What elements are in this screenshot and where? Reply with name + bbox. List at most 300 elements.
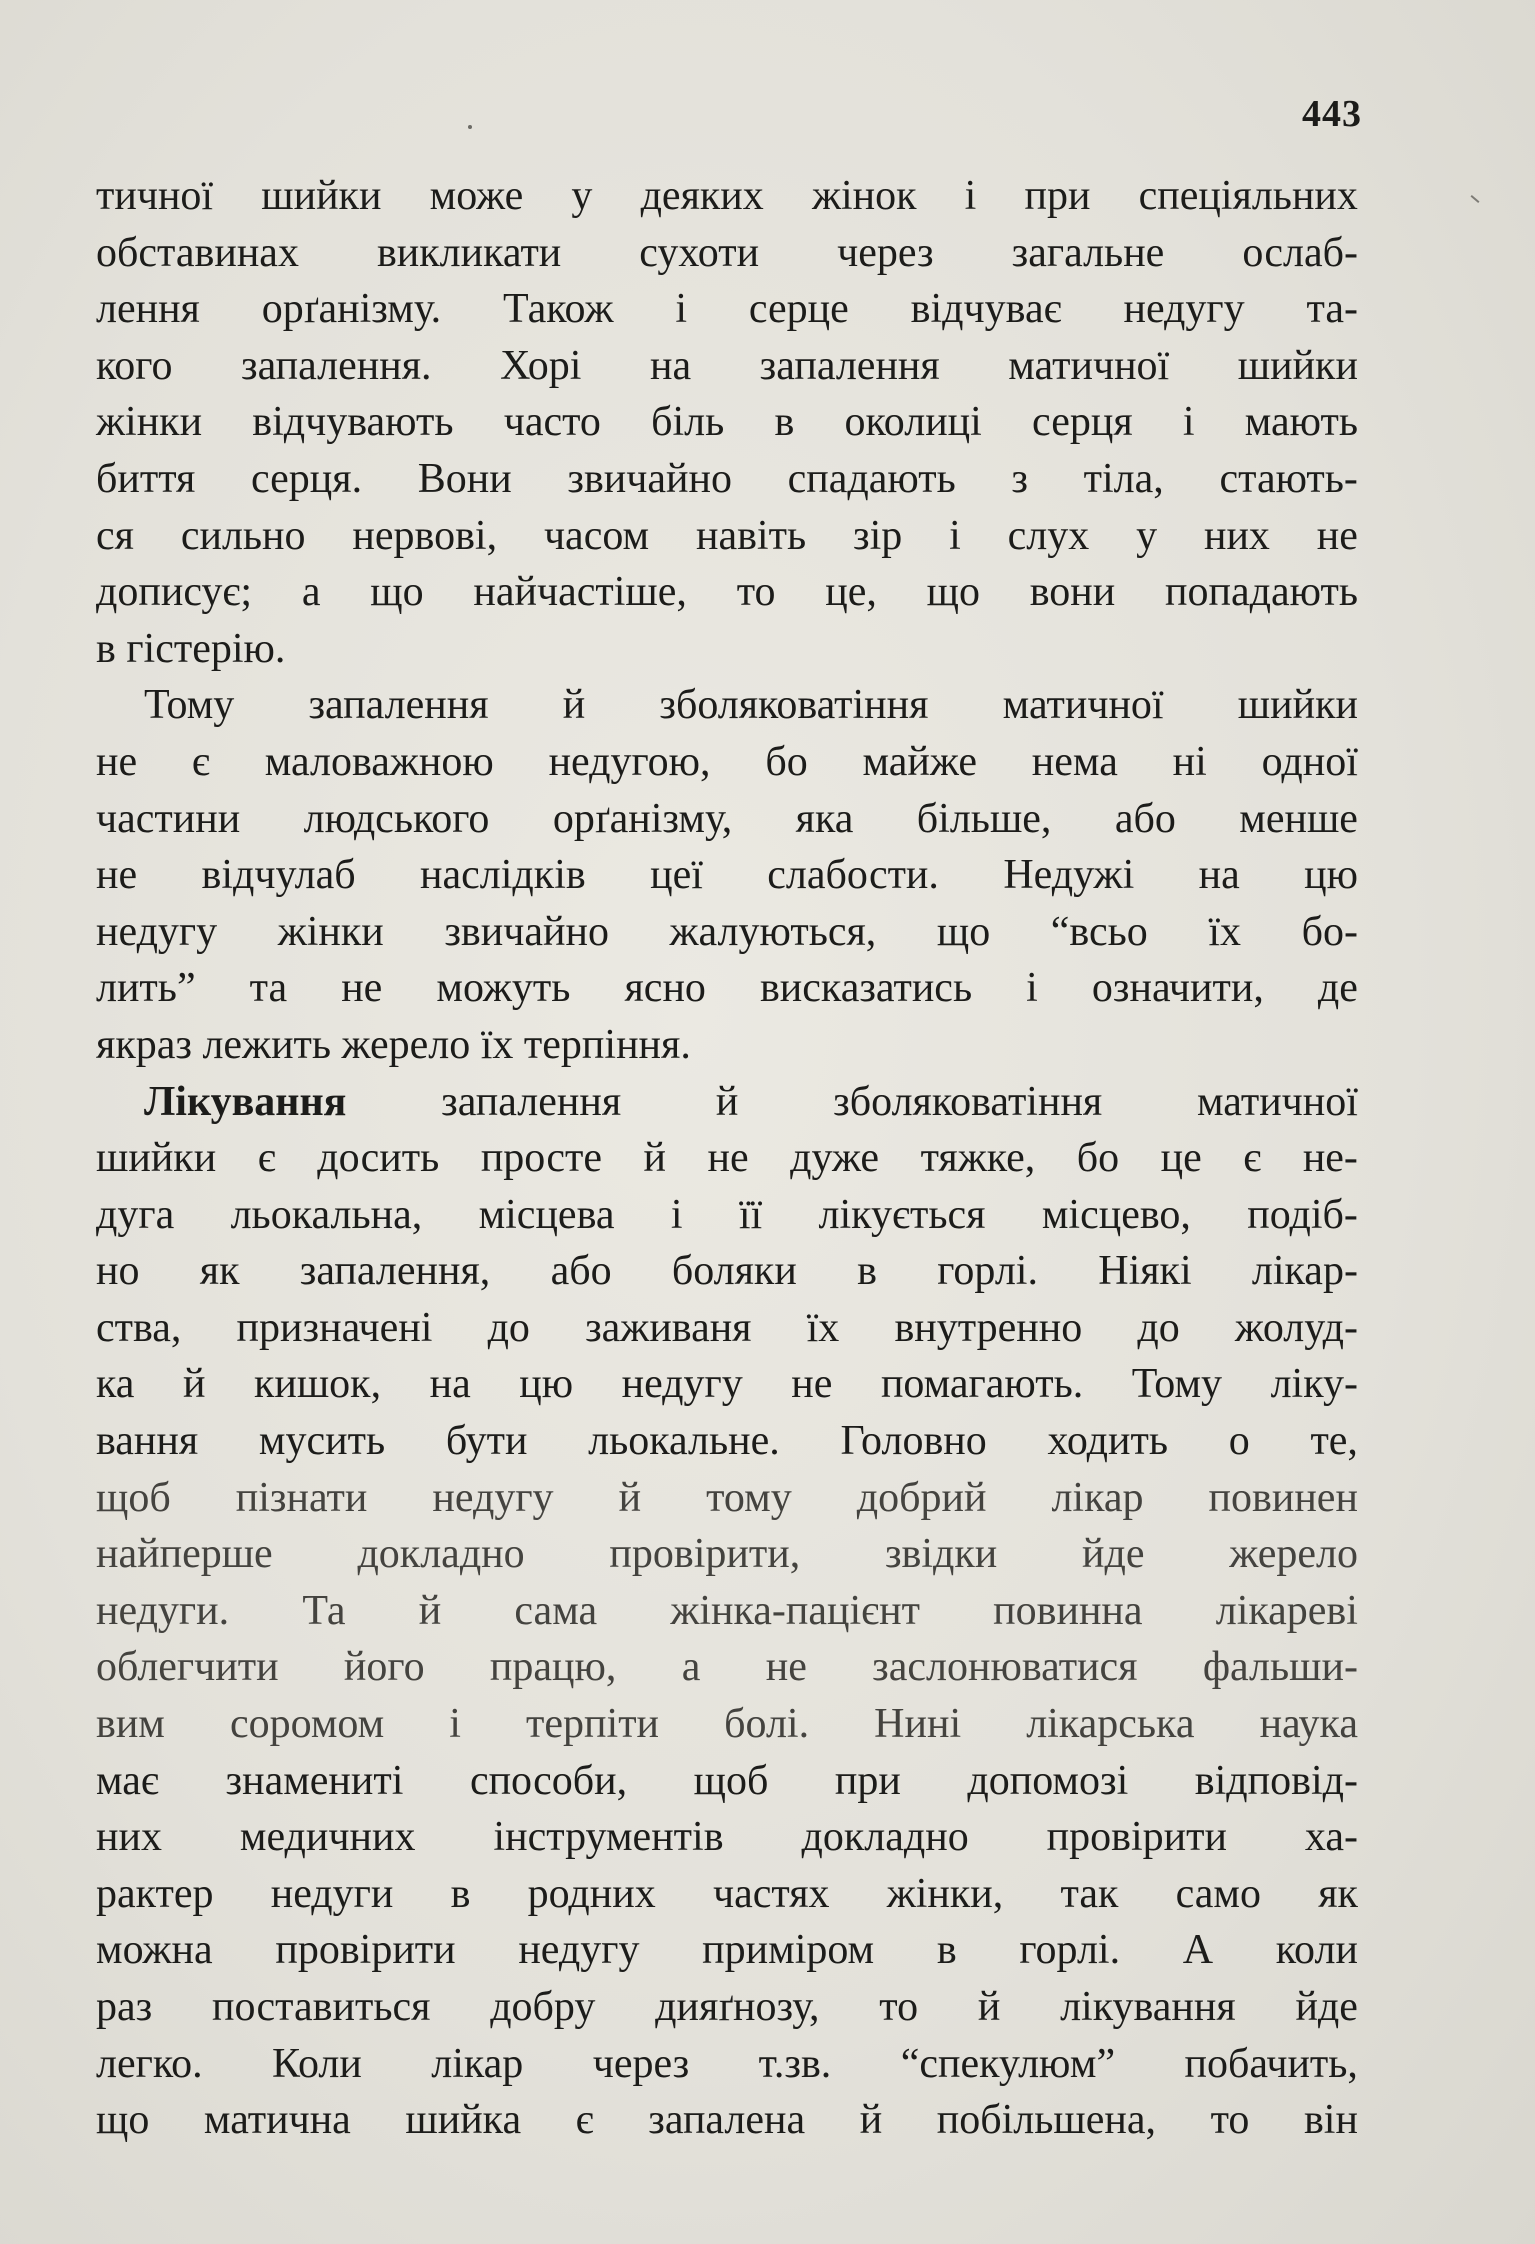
- word: звичайно: [567, 455, 732, 502]
- word: найперше: [96, 1531, 273, 1578]
- word: лікареві: [1215, 1587, 1358, 1634]
- word: яка: [795, 795, 854, 842]
- word: бо: [765, 738, 808, 785]
- word: у: [571, 173, 593, 219]
- word: просте: [480, 1135, 602, 1182]
- word: відчувають: [252, 399, 454, 446]
- word: ні: [1172, 738, 1207, 785]
- text-line: [96, 1130, 1358, 1187]
- word: провірити: [275, 1927, 456, 1974]
- word: наука: [1259, 1701, 1358, 1748]
- word: повинна: [993, 1587, 1143, 1634]
- text-line: [96, 791, 1358, 848]
- word: є: [1243, 1135, 1262, 1182]
- word: й: [859, 2097, 883, 2144]
- word: тичної: [96, 173, 214, 219]
- text-line: [96, 1187, 1358, 1244]
- word: біль: [651, 399, 725, 446]
- word: поставиться: [211, 1984, 431, 2030]
- print-mark: [1471, 195, 1480, 203]
- word: орґанізму,: [552, 795, 733, 842]
- word: запалена: [648, 2097, 806, 2144]
- word: цю: [519, 1361, 574, 1408]
- text-line: [96, 904, 1358, 961]
- word: Ніякі: [1098, 1248, 1192, 1295]
- word: Нині: [874, 1701, 962, 1748]
- word: на: [1198, 852, 1240, 899]
- text-line: якраз лежить жерело їх терпіння.: [96, 1021, 691, 1068]
- word: недуги: [270, 1870, 394, 1917]
- word: і: [449, 1701, 461, 1748]
- word: має: [96, 1757, 159, 1804]
- word: льокальна,: [230, 1191, 423, 1238]
- word: майже: [862, 738, 978, 785]
- word: бо: [1076, 1135, 1120, 1182]
- word: та-: [1306, 286, 1358, 333]
- word: висказатись: [759, 965, 973, 1012]
- word: Та: [302, 1587, 346, 1634]
- word: ясно: [624, 965, 706, 1012]
- text-line: [96, 1979, 1358, 2036]
- word: приміром: [702, 1927, 875, 1974]
- word: наслідків: [420, 852, 586, 899]
- word: зболяковатіння: [659, 682, 929, 729]
- word: маловажною: [264, 738, 494, 785]
- word: серця: [1032, 399, 1133, 446]
- text-line: [96, 394, 1358, 451]
- word: “спекулюм”: [900, 2040, 1116, 2087]
- word: помагають.: [880, 1361, 1084, 1408]
- word: в: [857, 1248, 877, 1295]
- word: частини: [96, 795, 241, 842]
- word: горлі.: [937, 1248, 1038, 1295]
- word: лікар: [431, 2040, 524, 2087]
- text-line: [96, 2092, 1358, 2149]
- word: шийки: [261, 173, 382, 219]
- word: що: [926, 569, 980, 616]
- word: з: [1011, 455, 1028, 502]
- word: способи,: [469, 1757, 628, 1804]
- word: матична: [203, 2097, 351, 2144]
- word: жінки: [277, 908, 384, 955]
- text-line: [96, 734, 1358, 791]
- word: зболяковатіння: [833, 1078, 1103, 1125]
- text-line: [96, 1526, 1358, 1583]
- body-text: [96, 168, 1358, 2149]
- word: нема: [1031, 738, 1118, 785]
- word: недугою,: [548, 738, 711, 785]
- word: Недужі: [1003, 852, 1135, 899]
- word: подіб-: [1247, 1191, 1358, 1238]
- word: повинен: [1208, 1474, 1358, 1521]
- bold-heading-word: Лікування: [144, 1078, 347, 1125]
- word: то: [1210, 2097, 1250, 2144]
- word: жінка-пацієнт: [670, 1587, 920, 1634]
- word: недугу: [518, 1927, 640, 1974]
- word: запалення,: [299, 1248, 491, 1295]
- word: льокальне.: [588, 1418, 780, 1465]
- word: місцева: [478, 1191, 615, 1238]
- word: і: [1026, 965, 1038, 1012]
- word: відчуває: [910, 286, 1062, 333]
- text-line: [96, 281, 1358, 338]
- word: вання: [96, 1418, 199, 1465]
- word: людського: [303, 795, 490, 842]
- word: горлі.: [1019, 1927, 1121, 1974]
- text-line: [96, 1866, 1358, 1923]
- word: в: [936, 1927, 957, 1974]
- word: звичайно: [444, 908, 609, 955]
- word: й: [562, 682, 586, 729]
- word: не: [96, 852, 138, 899]
- word: і: [964, 173, 977, 219]
- word: сильно: [180, 512, 306, 559]
- text-line: [96, 1696, 1358, 1753]
- word: викликати: [376, 229, 562, 276]
- word: їх: [1208, 908, 1242, 955]
- word: через: [592, 2040, 690, 2087]
- word: провірити,: [609, 1531, 801, 1578]
- word: вони: [1029, 569, 1116, 616]
- text-line: [96, 1413, 1358, 1470]
- text-line: в гістерію.: [96, 625, 286, 672]
- word: мусить: [258, 1418, 386, 1465]
- word: сухоти: [639, 229, 760, 276]
- word: до: [1137, 1304, 1180, 1351]
- text-line: [96, 1300, 1358, 1357]
- word: обставинах: [96, 229, 299, 276]
- word: як: [199, 1248, 240, 1295]
- word: їх: [806, 1304, 840, 1351]
- word: більше,: [916, 795, 1052, 842]
- word: і: [949, 512, 961, 559]
- word: заживаня: [585, 1304, 752, 1351]
- word: й: [977, 1984, 1001, 2030]
- word: добрий: [856, 1474, 987, 1521]
- word: в: [774, 399, 795, 446]
- word: або: [1114, 795, 1176, 842]
- word: є: [575, 2097, 594, 2144]
- word: лення: [96, 286, 200, 333]
- word: що: [96, 2097, 150, 2144]
- word: й: [643, 1135, 666, 1182]
- word: деяких: [640, 173, 764, 219]
- word: шийки: [1237, 682, 1358, 729]
- word: дуга: [96, 1191, 175, 1238]
- word: слабости.: [767, 852, 939, 899]
- word: інструментів: [493, 1814, 724, 1861]
- word: цеї: [650, 852, 703, 899]
- word: жінки,: [886, 1870, 1004, 1917]
- word: лікарська: [1026, 1701, 1195, 1748]
- word: її: [738, 1191, 763, 1238]
- word: означити,: [1091, 965, 1264, 1012]
- word: жолуд-: [1234, 1304, 1358, 1351]
- text-line: [96, 451, 1358, 508]
- text-line: [96, 677, 1358, 734]
- text-line: [96, 225, 1358, 282]
- word: й: [715, 1078, 739, 1125]
- word: шийки: [1237, 342, 1358, 389]
- word: них: [1203, 512, 1270, 559]
- word: бо-: [1301, 908, 1358, 955]
- word: можуть: [436, 965, 571, 1012]
- word: навіть: [695, 512, 807, 559]
- word: до: [487, 1304, 530, 1351]
- word: жерело: [1229, 1531, 1358, 1578]
- word: околиці: [844, 399, 982, 446]
- word: побільшена,: [936, 2097, 1156, 2144]
- word: допомозі: [967, 1757, 1129, 1804]
- word: медичних: [239, 1814, 416, 1861]
- word: то: [736, 569, 776, 616]
- word: звідки: [884, 1531, 998, 1578]
- page-number: 443: [1302, 93, 1362, 135]
- word: а: [301, 569, 321, 616]
- word: Також: [503, 286, 614, 333]
- word: не: [707, 1135, 749, 1182]
- word: запалення: [759, 342, 940, 389]
- word: лікування: [1060, 1984, 1236, 2030]
- word: а: [681, 1644, 701, 1691]
- word: боляки: [671, 1248, 797, 1295]
- word: Хорі: [500, 342, 582, 389]
- word: ходить: [1047, 1418, 1169, 1465]
- word: те,: [1310, 1418, 1358, 1465]
- word: при: [1024, 173, 1091, 219]
- word: Вони: [417, 455, 512, 502]
- word: часто: [503, 399, 601, 446]
- word: нервові,: [352, 512, 498, 559]
- text-line: [96, 168, 1358, 225]
- word: побачить,: [1184, 2040, 1358, 2087]
- word: відчулаб: [201, 852, 356, 899]
- word: кого: [96, 342, 173, 389]
- word: тіла,: [1083, 455, 1164, 502]
- word: ослаб-: [1242, 229, 1358, 276]
- word: ся: [96, 512, 134, 559]
- word: не: [341, 965, 383, 1012]
- word: провірити: [1046, 1814, 1227, 1861]
- word: фальши-: [1202, 1644, 1358, 1691]
- word: не: [765, 1644, 807, 1691]
- word: недугу: [1123, 286, 1245, 333]
- word: болі.: [724, 1701, 810, 1748]
- word: жалуються,: [669, 908, 877, 955]
- word: слух: [1007, 512, 1090, 559]
- word: досить: [317, 1135, 440, 1182]
- word: це,: [825, 569, 877, 616]
- word: через: [837, 229, 934, 276]
- word: серця.: [250, 455, 363, 502]
- word: кишок,: [253, 1361, 382, 1408]
- word: мають: [1244, 399, 1358, 446]
- word: тому: [706, 1474, 792, 1521]
- word: добру: [490, 1984, 596, 2030]
- word: дописує;: [96, 569, 253, 616]
- word: раз: [96, 1984, 153, 2030]
- word: місцево,: [1041, 1191, 1191, 1238]
- word: відповід-: [1194, 1757, 1358, 1804]
- word: цю: [1304, 852, 1358, 899]
- word: матичної: [1002, 682, 1164, 729]
- word: шийки: [96, 1135, 217, 1182]
- word: бути: [445, 1418, 528, 1465]
- word: соромом: [229, 1701, 385, 1748]
- word: докладно: [801, 1814, 969, 1861]
- word: що: [936, 908, 991, 955]
- word: зір: [852, 512, 903, 559]
- word: легко.: [96, 2040, 203, 2087]
- word: де: [1317, 965, 1358, 1012]
- word: недугу: [432, 1474, 554, 1521]
- word: Головно: [840, 1418, 987, 1465]
- text-line: [96, 1243, 1358, 1300]
- word: рактер: [96, 1870, 214, 1917]
- word: ка: [96, 1361, 135, 1408]
- word: запалення.: [241, 342, 432, 389]
- word: спадають: [787, 455, 956, 502]
- word: на: [429, 1361, 471, 1408]
- word: тяжке,: [920, 1135, 1036, 1182]
- text-line: [96, 960, 1358, 1017]
- word: лікується: [818, 1191, 986, 1238]
- text-line: [96, 1922, 1358, 1979]
- word: не: [791, 1361, 833, 1408]
- word: терпіти: [526, 1701, 660, 1748]
- text-line: [96, 508, 1358, 565]
- text-line: [96, 1583, 1358, 1640]
- word: спеціяльних: [1138, 173, 1358, 219]
- word: Тому: [1131, 1361, 1223, 1408]
- text-line: [96, 338, 1358, 395]
- word: запалення: [441, 1078, 622, 1125]
- print-speck: [468, 125, 472, 129]
- word: жінки: [96, 399, 203, 446]
- text-line: [96, 1470, 1358, 1527]
- word: жінок: [811, 173, 917, 219]
- word: заслонюватися: [872, 1644, 1138, 1691]
- word: недугу: [96, 908, 218, 955]
- word: або: [550, 1248, 612, 1295]
- text-line: [96, 564, 1358, 621]
- word: докладно: [357, 1531, 525, 1578]
- word: биття: [96, 455, 196, 502]
- word: матичної: [1008, 342, 1170, 389]
- word: пізнати: [235, 1474, 368, 1521]
- word: при: [834, 1757, 901, 1804]
- word: т.зв.: [758, 2040, 832, 2087]
- word: що: [370, 569, 424, 616]
- text-line: [96, 1356, 1358, 1413]
- word: не: [1316, 512, 1358, 559]
- word: запалення: [308, 682, 489, 729]
- word: це: [1160, 1135, 1202, 1182]
- word: загальне: [1011, 229, 1165, 276]
- word: не: [96, 738, 138, 785]
- text-line: [96, 1753, 1358, 1810]
- text-line: [96, 1074, 1358, 1131]
- word: є: [191, 738, 210, 785]
- word: не-: [1302, 1135, 1358, 1182]
- word: він: [1303, 2097, 1358, 2144]
- word: о: [1228, 1418, 1250, 1465]
- word: Тому: [144, 682, 235, 729]
- word: йде: [1082, 1531, 1145, 1578]
- word: родних: [527, 1870, 656, 1917]
- word: недуги.: [96, 1587, 230, 1634]
- word: так: [1060, 1870, 1119, 1917]
- word: попадають: [1165, 569, 1358, 616]
- word: менше: [1239, 795, 1358, 842]
- word: ства,: [96, 1304, 182, 1351]
- word: й: [618, 1474, 642, 1521]
- word: в: [450, 1870, 471, 1917]
- word: но: [96, 1248, 140, 1295]
- word: щоб: [96, 1474, 171, 1521]
- word: можна: [96, 1927, 213, 1974]
- word: сама: [514, 1587, 598, 1634]
- word: знамениті: [225, 1757, 404, 1804]
- word: одної: [1261, 738, 1358, 785]
- word: є: [257, 1135, 276, 1182]
- word: у: [1136, 512, 1158, 559]
- word: дияґнозу,: [655, 1984, 820, 2030]
- word: внутренно: [894, 1304, 1083, 1351]
- word: на: [650, 342, 692, 389]
- word: часом: [543, 512, 650, 559]
- word: і: [675, 286, 688, 333]
- word: лить”: [96, 965, 196, 1012]
- word: А: [1182, 1927, 1214, 1974]
- word: і: [1182, 399, 1195, 446]
- word: лікар: [1051, 1474, 1144, 1521]
- word: як: [1318, 1870, 1358, 1917]
- word: й: [182, 1361, 206, 1408]
- word: може: [429, 173, 524, 219]
- word: і: [670, 1191, 683, 1238]
- word: серце: [748, 286, 849, 333]
- word: вим: [96, 1701, 165, 1748]
- word: облегчити: [96, 1644, 279, 1691]
- word: ха-: [1304, 1814, 1358, 1861]
- word: й: [418, 1587, 442, 1634]
- word: частях: [712, 1870, 830, 1917]
- text-line: [96, 1809, 1358, 1866]
- word: то: [879, 1984, 919, 2030]
- word: та: [249, 965, 288, 1012]
- word: дуже: [790, 1135, 880, 1182]
- word: стають-: [1219, 455, 1358, 502]
- text-line: [96, 2036, 1358, 2093]
- word: шийка: [405, 2097, 522, 2144]
- word: йде: [1295, 1984, 1358, 2030]
- word: недугу: [621, 1361, 743, 1408]
- text-line: [96, 1639, 1358, 1696]
- word: ліку-: [1270, 1361, 1358, 1408]
- word: найчастіше,: [473, 569, 687, 616]
- word: щоб: [693, 1757, 769, 1804]
- word: призначені: [236, 1304, 433, 1351]
- word: лікар-: [1251, 1248, 1358, 1295]
- text-line: [96, 847, 1358, 904]
- word: коли: [1275, 1927, 1358, 1974]
- word: Коли: [272, 2040, 362, 2087]
- word: орґанізму.: [261, 286, 442, 333]
- word: його: [343, 1644, 425, 1691]
- word: працю,: [489, 1644, 617, 1691]
- word: матичної: [1197, 1078, 1358, 1125]
